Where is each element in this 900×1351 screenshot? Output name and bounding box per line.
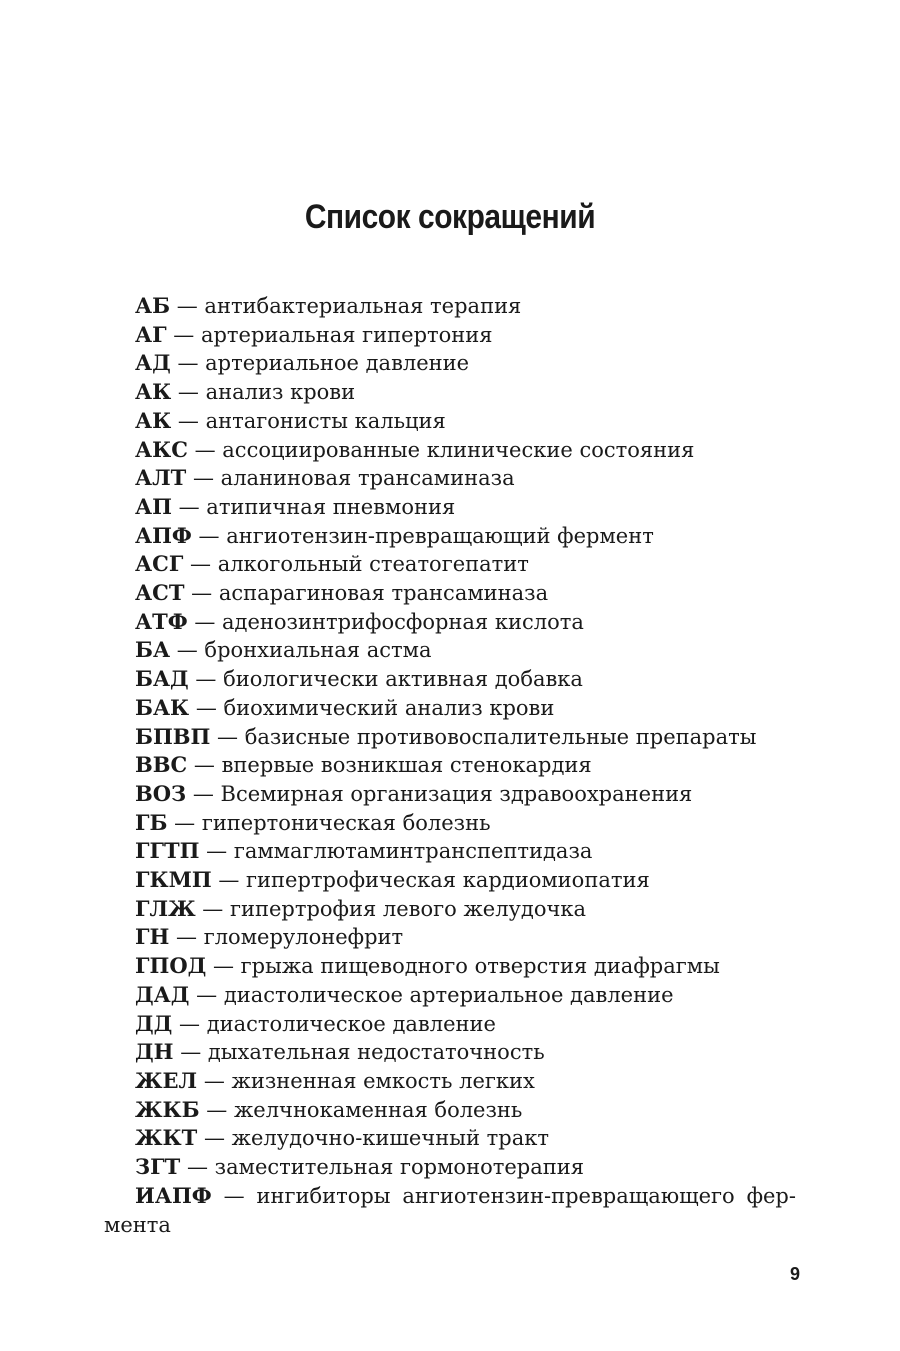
abbreviation-item (104, 895, 796, 924)
abbreviation-definition: Всемирная организация здравоохранения (220, 781, 693, 806)
abbreviation-separator: — (167, 810, 202, 835)
abbreviation-definition: биохимический анализ крови (223, 695, 555, 720)
abbreviation-definition: ангиотензин-превращающий фермент (226, 523, 654, 548)
abbreviation-definition: грыжа пищеводного отверстия диафрагмы (240, 954, 720, 979)
abbreviation-term: БАД (135, 666, 189, 692)
abbreviation-definition: ассоциированные клинические состояния (222, 437, 695, 462)
abbreviation-definition: антибактериальная терапия (204, 294, 522, 318)
abbreviation-separator: — (180, 1155, 215, 1180)
abbreviation-separator: — (187, 609, 223, 634)
abbreviation-term: ИАПФ (135, 1182, 212, 1208)
abbreviation-item (104, 464, 796, 493)
abbreviation-definition: бронхиальная астма (204, 638, 432, 663)
abbreviation-term: АПФ (135, 522, 192, 548)
abbreviation-separator: — (189, 982, 224, 1007)
abbreviation-list (104, 292, 796, 1239)
abbreviation-definition: ингибиторы ангиотензин-превращающего фермента (104, 1183, 796, 1237)
abbreviation-term: ЖЕЛ (135, 1067, 198, 1093)
abbreviation-separator: — (173, 1040, 208, 1065)
abbreviation-definition: аспарагиновая трансаминаза (218, 581, 549, 606)
abbreviation-definition: артериальная гипертония (200, 322, 493, 347)
abbreviation-item (104, 981, 796, 1010)
abbreviation-separator: — (187, 437, 223, 462)
abbreviation-item (104, 665, 796, 694)
abbreviation-term: АБ (135, 293, 171, 318)
abbreviation-item (104, 579, 796, 608)
abbreviation-item (104, 407, 796, 436)
abbreviation-separator: — (195, 896, 230, 921)
abbreviation-separator: — (197, 1068, 232, 1093)
abbreviation-item (104, 1067, 796, 1096)
abbreviation-item (104, 608, 796, 637)
abbreviation-item (104, 866, 796, 895)
abbreviation-definition: гаммаглютаминтранспептидаза (233, 839, 593, 864)
abbreviation-separator: — (188, 667, 224, 692)
abbreviation-term: БАК (135, 694, 190, 720)
abbreviation-definition: желудочно-кишечный тракт (231, 1126, 549, 1151)
abbreviation-term: АП (135, 493, 172, 519)
abbreviation-term: АЛТ (135, 465, 187, 491)
abbreviation-definition: анализ крови (205, 380, 356, 405)
abbreviation-term: ГПОД (135, 953, 207, 979)
abbreviation-item (104, 292, 796, 321)
abbreviation-term: АТФ (135, 608, 188, 634)
page-number: 9 (789, 1264, 800, 1284)
abbreviation-item (104, 1096, 796, 1125)
abbreviation-term: АКС (135, 436, 188, 462)
abbreviation-term: БПВП (135, 723, 211, 749)
abbreviation-definition: дыхательная недостаточность (207, 1040, 545, 1065)
abbreviation-definition: гипертоническая болезнь (201, 810, 491, 835)
abbreviation-definition: артериальное давление (205, 351, 470, 376)
abbreviation-term: ВВС (135, 752, 188, 778)
abbreviation-definition: аланиновая трансаминаза (220, 466, 515, 491)
abbreviation-separator: — (170, 351, 206, 376)
abbreviation-term: АД (135, 350, 171, 376)
abbreviation-separator: — (210, 724, 245, 749)
abbreviation-separator: — (172, 1011, 207, 1036)
abbreviation-definition: жизненная емкость легких (231, 1068, 535, 1093)
abbreviation-term: АСТ (135, 580, 185, 606)
abbreviation-item (104, 1038, 796, 1067)
abbreviation-separator: — (211, 1183, 257, 1208)
abbreviation-term: ГКМП (135, 867, 212, 893)
abbreviation-item (104, 436, 796, 465)
abbreviation-term: ДАД (135, 981, 190, 1007)
abbreviation-item (104, 923, 796, 952)
abbreviation-term: ГБ (135, 809, 168, 835)
abbreviation-definition: аденозинтрифосфорная кислота (222, 609, 584, 634)
abbreviation-item (104, 321, 796, 350)
abbreviation-term: ЖКТ (135, 1125, 198, 1151)
abbreviation-separator: — (186, 781, 221, 806)
abbreviation-separator: — (169, 925, 204, 950)
abbreviation-separator: — (189, 695, 224, 720)
abbreviation-item (104, 1010, 796, 1039)
abbreviation-term: АГ (135, 321, 167, 347)
abbreviation-separator: — (187, 753, 222, 778)
abbreviation-term: ВОЗ (135, 780, 187, 806)
abbreviation-separator: — (183, 552, 218, 577)
abbreviation-item (104, 723, 796, 752)
abbreviation-term: ГЛЖ (135, 895, 196, 921)
abbreviation-item (104, 493, 796, 522)
abbreviation-definition: диастолическое артериальное давление (223, 982, 674, 1007)
abbreviation-separator: — (166, 322, 201, 347)
abbreviation-item (104, 751, 796, 780)
abbreviation-term: БА (135, 637, 171, 663)
abbreviation-item (104, 1153, 796, 1182)
abbreviation-item (104, 1124, 796, 1153)
abbreviation-separator: — (170, 638, 205, 663)
abbreviation-term: ГГТП (135, 838, 200, 864)
abbreviation-item (104, 694, 796, 723)
abbreviation-item (104, 780, 796, 809)
abbreviation-separator: — (199, 1097, 234, 1122)
abbreviation-separator: — (211, 868, 247, 893)
abbreviation-definition: алкогольный стеатогепатит (217, 552, 529, 577)
abbreviation-term: АК (135, 407, 172, 433)
abbreviation-term: ГН (135, 924, 170, 950)
abbreviation-item (104, 522, 796, 551)
abbreviation-item (104, 837, 796, 866)
abbreviation-item (104, 550, 796, 579)
abbreviation-item (104, 1182, 796, 1239)
abbreviation-separator: — (199, 839, 234, 864)
abbreviation-separator: — (171, 494, 207, 519)
abbreviation-separator: — (197, 1126, 232, 1151)
abbreviation-item (104, 952, 796, 981)
abbreviation-definition: гломерулонефрит (203, 925, 404, 950)
abbreviation-term: ДН (135, 1039, 174, 1065)
page-title: Список сокращений (304, 198, 596, 236)
abbreviation-definition: базисные противовоспалительные препараты (244, 724, 757, 749)
abbreviation-term: ДД (135, 1010, 173, 1036)
abbreviation-definition: заместительная гормонотерапия (214, 1155, 584, 1180)
abbreviation-item (104, 378, 796, 407)
abbreviation-definition: гипертрофия левого желудочка (229, 896, 587, 921)
abbreviation-definition: желчнокаменная болезнь (233, 1097, 523, 1122)
abbreviation-separator: — (186, 466, 221, 491)
abbreviation-term: АСГ (135, 551, 184, 577)
abbreviation-definition: атипичная пневмония (206, 494, 456, 519)
abbreviation-item (104, 349, 796, 378)
abbreviation-definition: гипертрофическая кардиомиопатия (246, 868, 650, 893)
abbreviation-term: ЗГТ (135, 1154, 181, 1180)
abbreviation-term: АК (135, 379, 172, 405)
abbreviation-separator: — (171, 380, 206, 405)
abbreviation-separator: — (191, 523, 227, 548)
abbreviation-separator: — (184, 581, 219, 606)
abbreviation-definition: биологически активная добавка (223, 667, 583, 692)
abbreviation-item (104, 636, 796, 665)
abbreviation-definition: диастолическое давление (206, 1011, 496, 1036)
abbreviation-definition: антагонисты кальция (205, 408, 446, 433)
abbreviation-separator: — (206, 954, 241, 979)
abbreviation-item (104, 809, 796, 838)
abbreviation-separator: — (170, 294, 205, 318)
abbreviation-definition: впервые возникшая стенокардия (221, 753, 592, 778)
abbreviation-term: ЖКБ (135, 1096, 200, 1122)
abbreviation-separator: — (171, 408, 206, 433)
